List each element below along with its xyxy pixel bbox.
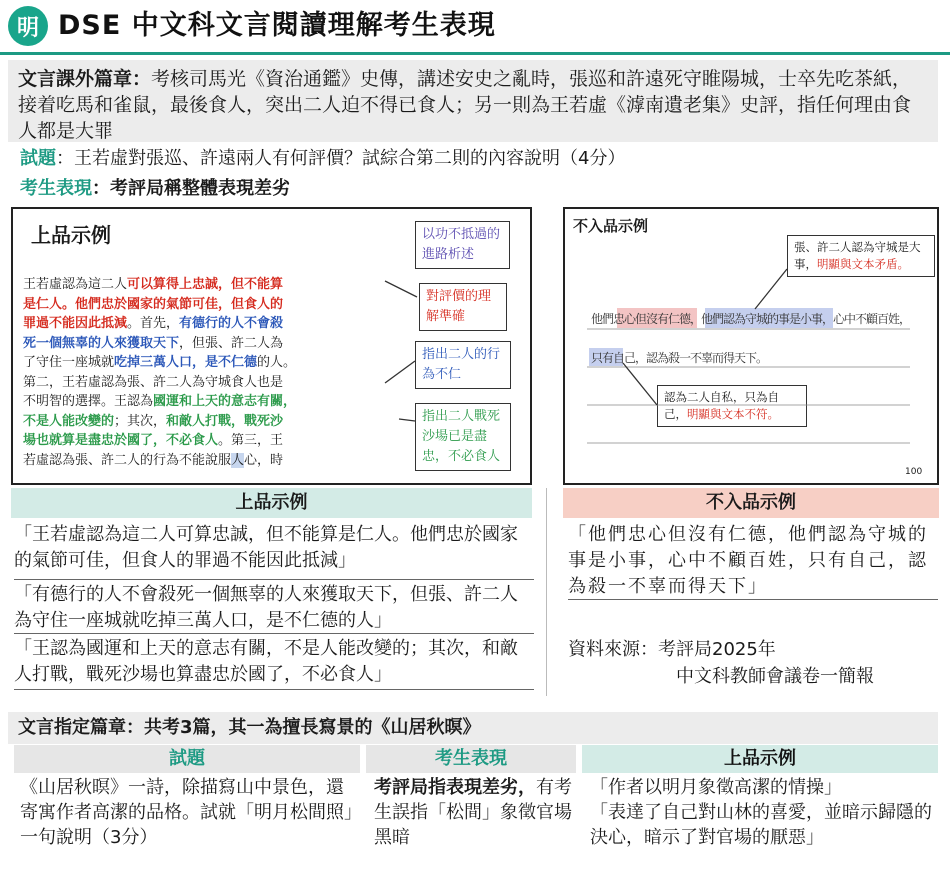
poor-example-header: 不入品示例 [563, 488, 939, 518]
annotation-note-4: 指出二人戰死沙場已是盡忠，不必食人 [415, 403, 511, 471]
essay-segment: 。第三，王 [218, 433, 284, 448]
good-example-header: 上品示例 [11, 488, 532, 518]
essay-segment: 場也就算是盡忠於國了，不必食人 [23, 433, 219, 448]
logo-icon: 明 [8, 6, 48, 46]
correction-note-2-text: 認為二人自私，只為自己， [664, 390, 779, 421]
source-line-1: 資料來源：考評局2025年 [568, 639, 776, 660]
good-example-scan [11, 207, 532, 485]
scan-right-title: 不入品示例 [573, 217, 649, 235]
essay-segment: 死一個無辜的人來獲取天下 [23, 335, 180, 351]
section2-good-2: 「表達了自己對山林的喜愛，並暗示歸隱的決心，暗示了對官場的厭惡」 [590, 802, 932, 848]
essay-segment: 若虛認為張、許二人的行為不能說服 [23, 452, 232, 468]
intro-box [8, 60, 938, 142]
section2-question: 《山居秋暝》一詩，除描寫山中景色，還寄寓作者高潔的品格。試就「明月松間照」一句說明（3分） [20, 777, 353, 848]
page-number: 100 [905, 467, 923, 477]
section2-performance-text: 有考生誤指「松間」象徵官場黑暗 [374, 777, 572, 848]
scan-left-title: 上品示例 [31, 223, 111, 247]
essay-segment: 不是人能改變的 [23, 413, 115, 429]
essay-segment: ；其次， [114, 413, 167, 429]
good-quote-1-text: 「王若虛認為這二人可算忠誠，但不能算是仁人。他們忠於國家的氣節可佳，但食人的罪過不能因此抵減」 [14, 524, 518, 571]
essay-segment: 國運和上天的意志有關， [153, 394, 297, 409]
correction-note-2-red: 明顯與文本不符。 [687, 407, 779, 421]
handwriting-line-1: 他們忠心但沒有仁德，他們認為守城的事是小事，心中不顧百姓， [591, 312, 911, 326]
essay-segment: ，但張、許二人為 [179, 335, 284, 351]
essay-segment: 。首先， [127, 316, 180, 331]
intro-label: 文言課外篇章： [18, 68, 152, 90]
essay-segment: 和敵人打戰，戰死沙 [166, 413, 284, 429]
essay-segment: 不明智的選擇。王認為 [23, 394, 154, 409]
section2-text: 共考3篇，其一為擅長寫景的《山居秋暝》 [144, 717, 481, 738]
correction-note-1-text: 張、許二人認為守城是大事， [794, 240, 921, 271]
handwriting-line-2: 只有自己，認為殺一不辜而得天下。 [591, 351, 768, 365]
performance-line [20, 175, 290, 203]
section2-performance [374, 775, 574, 850]
good-quote-1 [14, 522, 534, 580]
essay-segment: 有德行的人不會殺 [179, 316, 284, 331]
essay-segment: 第二，王若虛認為張、許二人為守城食人也是 [23, 374, 284, 390]
col-header-question: 試題 [14, 745, 360, 773]
essay-segment: 可以算得上忠誠，但不能算 [127, 277, 284, 292]
good-quote-3-text: 「王認為國運和上天的意志有關，不是人能改變的；其次，和敵人打戰，戰死沙場也算盡忠於國了，不必食人」 [14, 638, 518, 685]
essay-segment: 罪過不能因此抵減 [23, 316, 128, 331]
section2-good-1: 「作者以明月象徵高潔的情操」 [590, 777, 842, 798]
good-quote-2 [14, 580, 534, 634]
essay-segment: 吃掉三萬人口，是不仁德 [114, 355, 258, 370]
handwriting-area [565, 209, 937, 483]
page-title: DSE 中文科文言閱讀理解考生表現 [58, 10, 496, 41]
essay-segment: 是仁人。他們忠於國家的氣節可佳，但食人的 [23, 296, 284, 312]
annotation-note-3: 指出二人的行為不仁 [415, 341, 511, 389]
section2-good-example [590, 775, 940, 850]
annotation-arrows [13, 209, 530, 483]
essay-segment: 的人。 [257, 355, 297, 370]
essay-segment: 王若虛認為這二人 [23, 277, 128, 292]
good-quote-2-text: 「有德行的人不會殺死一個無辜的人來獲取天下，但張、許二人為守住一座城就吃掉三萬人口，是不仁德的人」 [14, 584, 518, 631]
question-line [20, 145, 625, 173]
poor-example-scan [563, 207, 939, 485]
essay-segment: 了守住一座城就 [23, 355, 115, 370]
good-quote-3 [14, 634, 534, 690]
col-header-good-example: 上品示例 [582, 745, 938, 773]
correction-note-1-red: 明顯與文本矛盾。 [817, 257, 909, 271]
question-text: ：王若虛對張巡、許遠兩人有何評價？試綜合第二則的內容說明（4分） [56, 148, 626, 169]
section2-performance-bold: 考評局指表現差劣， [374, 777, 536, 798]
poor-quote [568, 522, 938, 600]
col-header-performance: 考生表現 [366, 745, 576, 773]
header-divider [0, 52, 950, 55]
essay-segment: 人 [231, 452, 245, 468]
source-line-2: 中文科教師會議卷一簡報 [676, 666, 874, 687]
intro-text: 考核司馬光《資治通鑑》史傳，講述安史之亂時，張巡和許遠死守睢陽城，士卒先吃茶紙，接着吃馬和雀鼠，最後食人，突出二人迫不得已食人；另一則為王若虛《滹南遺老集》史評，指任何理由食人都是大罪 [18, 68, 912, 142]
essay-segment: 心，時 [244, 452, 284, 468]
column-divider [546, 488, 547, 696]
poor-quote-text: 「他們忠心但沒有仁德，他們認為守城的事是小事，心中不顧百姓，只有自己，認為殺一不辜而得天下」 [568, 524, 928, 597]
annotation-note-1: 以功不抵過的進路析述 [415, 221, 510, 269]
performance-text: ：考評局稱整體表現差劣 [92, 178, 290, 199]
question-label: 試題 [20, 148, 56, 169]
annotation-note-2: 對評價的理解準確 [419, 283, 507, 331]
section2-label: 文言指定篇章： [18, 717, 144, 738]
section2-header [8, 712, 938, 744]
performance-label: 考生表現 [20, 178, 92, 199]
